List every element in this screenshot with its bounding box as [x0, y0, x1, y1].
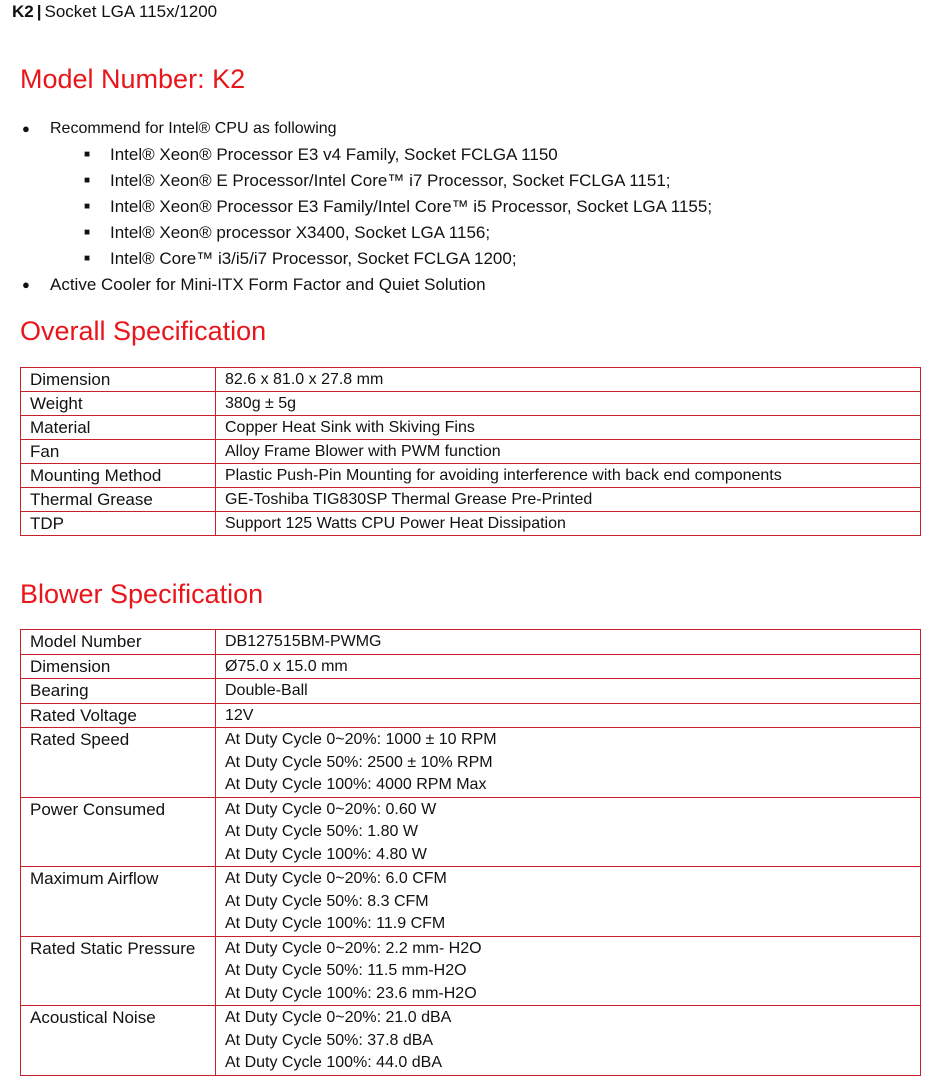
- table-row: [21, 679, 921, 704]
- blower-spec-title: Blower Specification: [20, 579, 264, 609]
- overall-spec-title: Overall Specification: [20, 316, 267, 346]
- table-row: [21, 797, 921, 867]
- table-row: [21, 392, 921, 416]
- spec-line: At Duty Cycle 50%: 1.80 W: [225, 823, 418, 840]
- spec-value: [216, 797, 921, 867]
- spec-line: At Duty Cycle 50%: 37.8 dBA: [225, 1031, 434, 1049]
- spec-value: [216, 936, 921, 1006]
- spec-line: At Duty Cycle 0~20%: 21.0 dBA: [225, 1009, 452, 1026]
- table-row: [21, 488, 921, 512]
- spec-line: At Duty Cycle 50%: 11.5 mm-H2O: [225, 962, 467, 979]
- table-row: [21, 1006, 921, 1076]
- spec-value: Support 125 Watts CPU Power Heat Dissipation: [216, 512, 921, 536]
- spec-value: [216, 867, 921, 937]
- list-item-cpu: ■ Intel® Xeon® Processor E3 v4 Family, Socket FCLGA 1150: [20, 142, 920, 168]
- spec-value: [216, 654, 921, 679]
- list-item-cpu: ■ Intel® Xeon® E Processor/Intel Core™ i7 Processor, Socket FCLGA 1151;: [20, 168, 920, 194]
- blower-spec-table: [20, 629, 921, 1076]
- table-row: [21, 416, 921, 440]
- spec-key: Mounting Method: [21, 464, 216, 488]
- spec-line: Ø75.0 x 15.0 mm: [225, 657, 348, 675]
- spec-key: Rated Static Pressure: [21, 936, 216, 1006]
- spec-line: At Duty Cycle 100%: 4000 RPM Max: [225, 776, 487, 793]
- table-row: [21, 703, 921, 728]
- spec-line: At Duty Cycle 0~20%: 2.2 mm- H2O: [225, 939, 482, 957]
- spec-key: Bearing: [21, 679, 216, 704]
- spec-key: Maximum Airflow: [21, 867, 216, 937]
- spec-line: At Duty Cycle 100%: 4.80 W: [225, 845, 427, 863]
- spec-key: Thermal Grease: [21, 488, 216, 512]
- spec-key: Dimension: [21, 654, 216, 679]
- spec-line: Double-Ball: [225, 682, 308, 699]
- spec-line: DB127515BM-PWMG: [225, 633, 382, 650]
- spec-line: At Duty Cycle 100%: 44.0 dBA: [225, 1054, 442, 1071]
- spec-line: At Duty Cycle 100%: 11.9 CFM: [225, 915, 446, 932]
- table-row: [21, 728, 921, 798]
- list-item-active-cooler: ● Active Cooler for Mini-ITX Form Factor and Quiet Solution: [20, 272, 920, 298]
- spec-line: At Duty Cycle 0~20%: 1000 ± 10 RPM: [225, 731, 497, 748]
- spec-value: [216, 679, 921, 704]
- spec-value: Plastic Push-Pin Mounting for avoiding interference with back end components: [216, 464, 921, 488]
- table-row: [21, 440, 921, 464]
- header-model: K2: [12, 2, 34, 21]
- spec-key: Rated Speed: [21, 728, 216, 798]
- spec-value: 380g ± 5g: [216, 392, 921, 416]
- spec-value: Copper Heat Sink with Skiving Fins: [216, 416, 921, 440]
- spec-line: 12V: [225, 706, 254, 724]
- table-row: [21, 654, 921, 679]
- spec-value: Alloy Frame Blower with PWM function: [216, 440, 921, 464]
- table-row: [21, 867, 921, 937]
- table-row: [21, 630, 921, 655]
- overall-spec-table: [20, 367, 921, 536]
- feature-list: [20, 116, 920, 298]
- spec-value: GE-Toshiba TIG830SP Thermal Grease Pre-Printed: [216, 488, 921, 512]
- list-item-cpu: ■ Intel® Xeon® processor X3400, Socket LGA 1156;: [20, 220, 920, 246]
- spec-value: 82.6 x 81.0 x 27.8 mm: [216, 368, 921, 392]
- table-row: [21, 368, 921, 392]
- spec-key: Fan: [21, 440, 216, 464]
- spec-value: [216, 703, 921, 728]
- spec-key: Weight: [21, 392, 216, 416]
- page-header: [12, 2, 217, 22]
- spec-key: Model Number: [21, 630, 216, 655]
- list-item-cpu: ■ Intel® Xeon® Processor E3 Family/Intel Core™ i5 Processor, Socket LGA 1155;: [20, 194, 920, 220]
- table-row: [21, 464, 921, 488]
- spec-value: [216, 1006, 921, 1076]
- table-row: [21, 512, 921, 536]
- header-separator: |: [36, 2, 42, 21]
- spec-line: At Duty Cycle 50%: 2500 ± 10% RPM: [225, 753, 493, 771]
- spec-line: At Duty Cycle 100%: 23.6 mm-H2O: [225, 984, 477, 1002]
- spec-key: Acoustical Noise: [21, 1006, 216, 1076]
- spec-key: Dimension: [21, 368, 216, 392]
- spec-line: At Duty Cycle 0~20%: 0.60 W: [225, 800, 437, 818]
- model-number-title: Model Number: K2: [20, 64, 246, 94]
- spec-value: [216, 728, 921, 798]
- spec-key: TDP: [21, 512, 216, 536]
- list-item-cpu: ■ Intel® Core™ i3/i5/i7 Processor, Socket FCLGA 1200;: [20, 246, 920, 272]
- spec-line: At Duty Cycle 50%: 8.3 CFM: [225, 892, 429, 910]
- header-socket: Socket LGA 115x/1200: [44, 2, 218, 21]
- spec-line: At Duty Cycle 0~20%: 6.0 CFM: [225, 870, 447, 887]
- spec-key: Power Consumed: [21, 797, 216, 867]
- table-row: [21, 936, 921, 1006]
- spec-value: [216, 630, 921, 655]
- list-item-recommend: ● Recommend for Intel® CPU as following: [20, 116, 920, 142]
- spec-key: Material: [21, 416, 216, 440]
- spec-key: Rated Voltage: [21, 703, 216, 728]
